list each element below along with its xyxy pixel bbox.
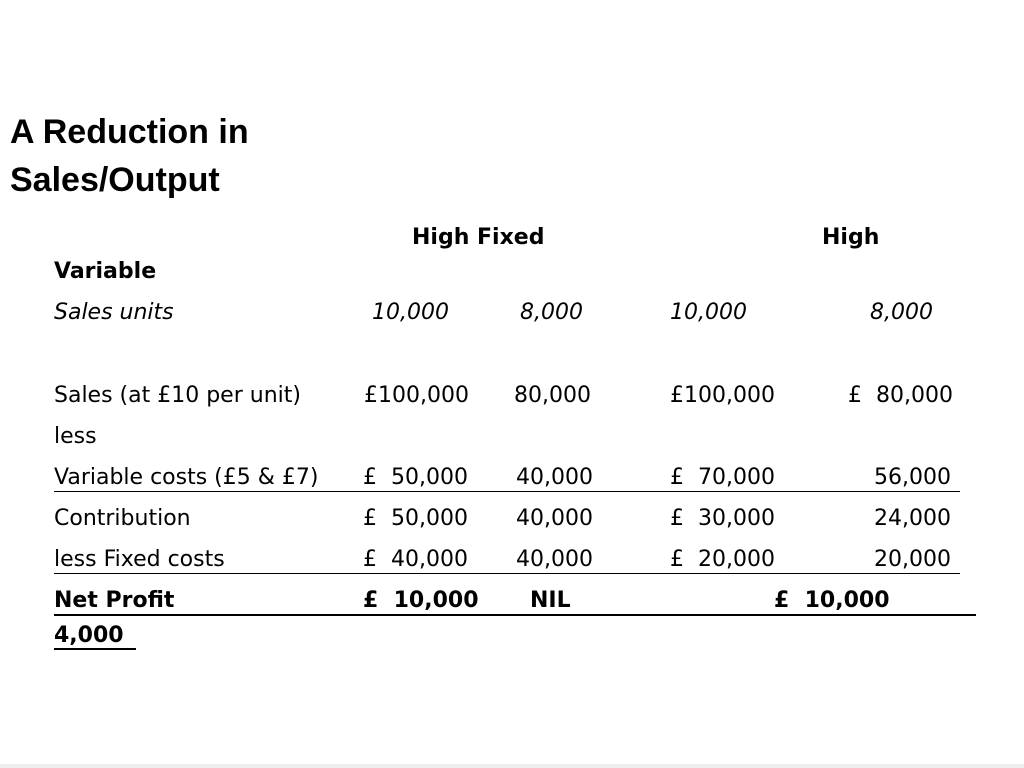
contribution-value: £ 50,000: [363, 506, 468, 531]
variable-costs-value: 40,000: [516, 465, 593, 490]
header-high-fixed: High Fixed: [412, 225, 545, 250]
contribution-value: 40,000: [516, 506, 593, 531]
net-profit-underline: [54, 614, 976, 616]
variable-costs-value: £ 50,000: [363, 465, 468, 490]
less-label: less: [54, 424, 97, 449]
net-profit-value: NIL: [530, 588, 571, 613]
sales-value: £ 80,000: [848, 383, 953, 408]
contribution-value: £ 30,000: [670, 506, 775, 531]
variable-costs-value: £ 70,000: [670, 465, 775, 490]
sales-units-value: 10,000: [670, 300, 747, 325]
slide-title: [10, 108, 249, 204]
fixed-costs-label: less Fixed costs: [54, 547, 225, 572]
title-line-1: A Reduction in: [10, 113, 249, 151]
variable-costs-label: Variable costs (£5 & £7): [54, 465, 319, 490]
title-line-2: Sales/Output: [10, 161, 220, 199]
header-variable: Variable: [54, 259, 157, 284]
net-profit-wrap-underline: [54, 648, 136, 650]
fixed-costs-underline: [54, 573, 960, 574]
fixed-costs-value: £ 20,000: [670, 547, 775, 572]
sales-units-value: 8,000: [870, 300, 933, 325]
net-profit-label: Net Profit: [54, 588, 175, 613]
fixed-costs-value: £ 40,000: [363, 547, 468, 572]
net-profit-value: £ 10,000: [363, 588, 479, 613]
net-profit-value: £ 10,000: [774, 588, 890, 613]
variable-costs-value: 56,000: [874, 465, 951, 490]
sales-value: £100,000: [670, 383, 775, 408]
sales-label: Sales (at £10 per unit): [54, 383, 301, 408]
fixed-costs-value: 40,000: [516, 547, 593, 572]
header-high: High: [822, 225, 880, 250]
sales-units-value: 10,000: [372, 300, 449, 325]
sales-value: 80,000: [514, 383, 591, 408]
net-profit-value: 4,000: [54, 623, 124, 648]
sales-units-label: Sales units: [54, 300, 174, 325]
fixed-costs-value: 20,000: [874, 547, 951, 572]
sales-units-value: 8,000: [520, 300, 583, 325]
contribution-value: 24,000: [874, 506, 951, 531]
bottom-strip: [0, 764, 1024, 768]
sales-value: £100,000: [364, 383, 469, 408]
variable-costs-underline: [54, 491, 960, 492]
contribution-label: Contribution: [54, 506, 191, 531]
